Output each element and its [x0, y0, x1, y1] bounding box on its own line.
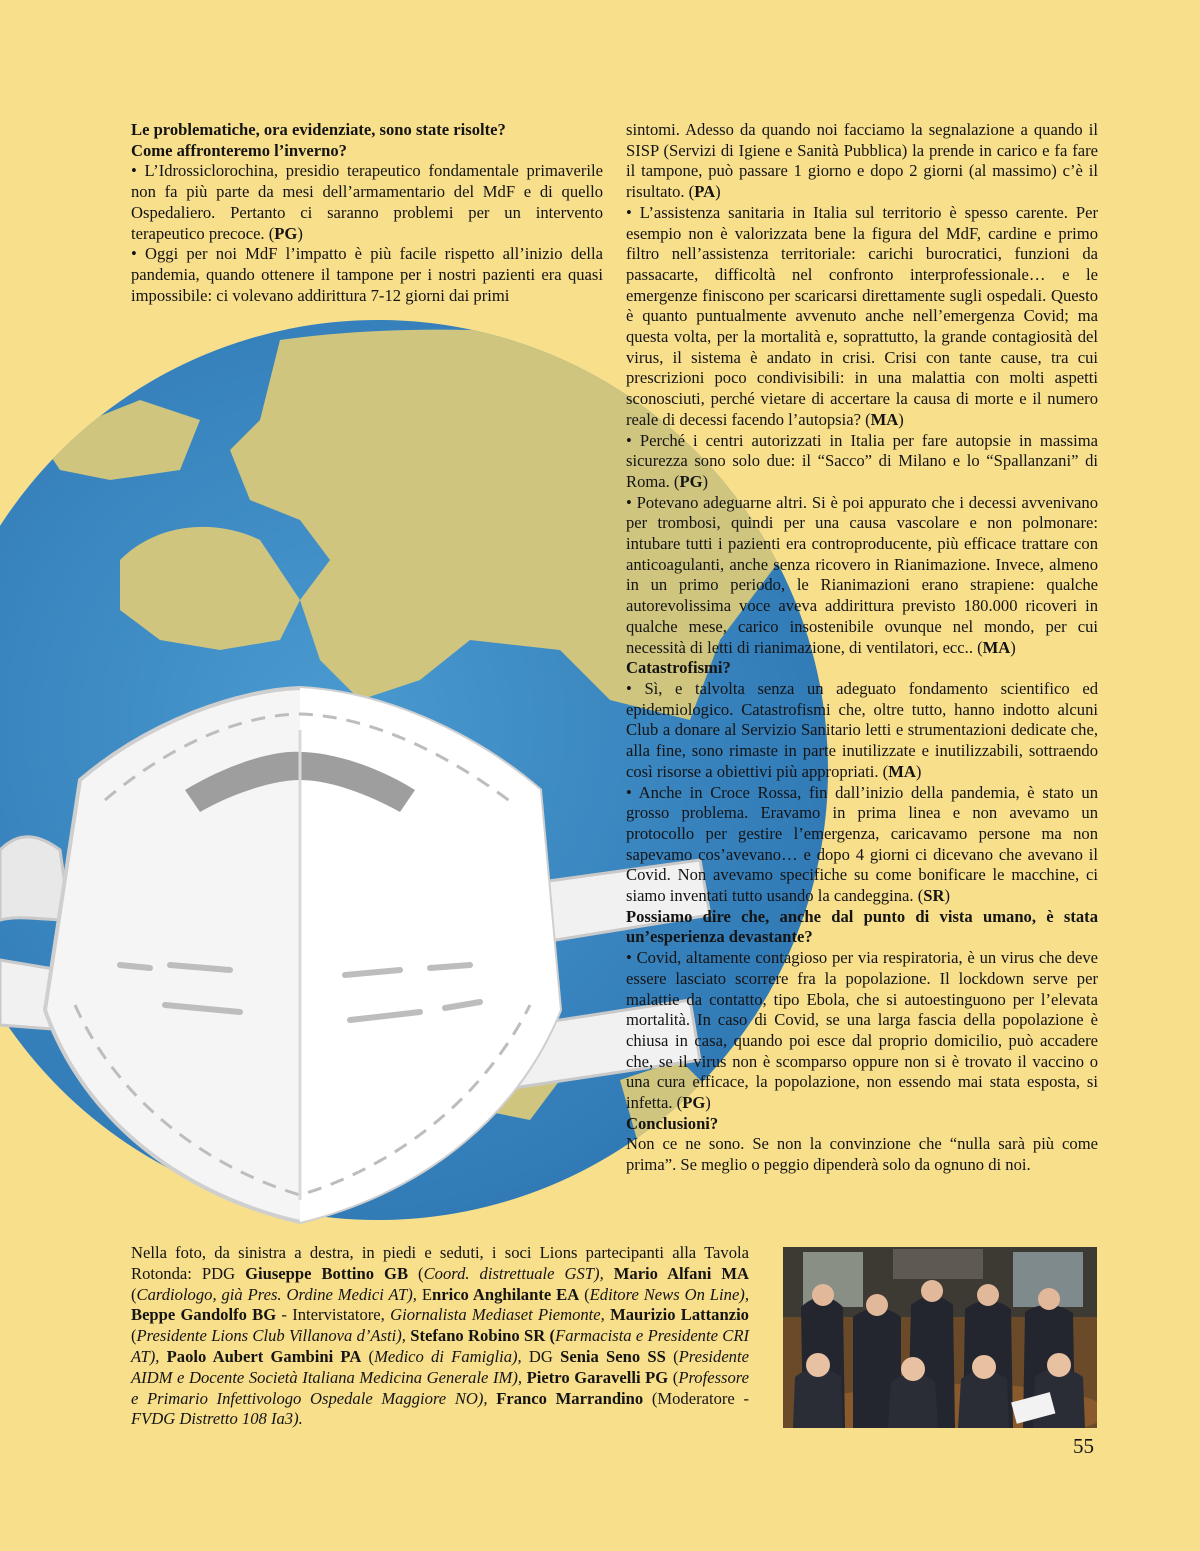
participant-role: Cardiologo, già Pres. Ordine Medici AT),	[136, 1284, 417, 1304]
closing-paren: )	[915, 761, 922, 781]
caption-text: (Moderatore -	[643, 1388, 749, 1408]
caption-text: (	[131, 1326, 137, 1346]
answer-text: • L’Idrossiclorochina, presidio terapeutico fondamentale primaverile non fa più parte da mesi dell’armamentario del MdF e di quello Ospedaliero. Pertanto ci saranno problemi per un intervento terapeutico precoce. (	[131, 161, 603, 243]
speaker-tag: PG	[274, 223, 298, 243]
answer-paragraph	[131, 161, 603, 244]
caption-text: (	[131, 1284, 137, 1304]
right-text-column	[626, 120, 1098, 1176]
speaker-tag: PG	[682, 1093, 706, 1113]
answer-paragraph	[626, 679, 1098, 783]
answer-paragraph	[626, 948, 1098, 1114]
participant-name: Maurizio Lattanzio	[610, 1305, 749, 1325]
answer-text: • Oggi per noi MdF l’impatto è più facile rispetto all’inizio della pandemia, quando ottenere il tampone per i nostri pazienti era quasi impossibile: ci volevano addirittura 7-12 giorni dai primi	[131, 244, 603, 305]
caption-text	[159, 1347, 166, 1366]
participant-name: Franco Marrandino	[496, 1388, 644, 1408]
participant-role: Editore News On Line),	[589, 1284, 749, 1304]
participant-name: Mario Alfani MA	[613, 1263, 749, 1283]
participant-role: Giornalista Mediaset Piemonte,	[390, 1305, 605, 1325]
question-heading: Possiamo dire che, anche dal punto di vista umano, è stata un’esperienza devastante?	[626, 906, 1098, 947]
caption-text: (	[408, 1263, 424, 1283]
speaker-tag: PG	[679, 471, 703, 491]
participant-name: Senia Seno SS	[560, 1346, 666, 1366]
answer-text: • Covid, altamente contagioso per via respiratoria, è un virus che deve essere lasciato scorrere fra la popolazione. Il lockdown serve per malattie da contatto, tipo Ebola, che si autoestinguono per l’elevata mortalità. In caso di Covid, se una larga fascia della popolazione è chiusa in casa, quando poi esce dal proprio domicilio, può accadere che, se il virus non è scomparso oppure non si è trovato il vaccino o una cura efficace, la popolazione, non essendo mai stata esposta, si infetta. (	[626, 948, 1098, 1113]
question-heading	[131, 120, 603, 161]
question-text: Come affronteremo l’inverno?	[131, 140, 347, 160]
caption-text: - Intervistatore,	[276, 1305, 391, 1325]
caption-text: (	[665, 1346, 679, 1366]
closing-paren: )	[297, 223, 303, 243]
speaker-tag: MA	[888, 761, 916, 781]
caption-text: (	[361, 1346, 375, 1366]
answer-paragraph	[626, 120, 1098, 203]
answer-paragraph	[131, 244, 603, 306]
answer-paragraph	[626, 493, 1098, 659]
caption-text: (	[579, 1284, 590, 1304]
closing-paren: )	[1010, 637, 1016, 657]
group-photo	[783, 1247, 1097, 1428]
speaker-tag: PA	[694, 182, 716, 202]
participant-name: Paolo Aubert Gambini PA	[166, 1346, 362, 1366]
participant-role: FVDG Distretto 108 Ia3).	[131, 1409, 303, 1429]
participant-name: Stefano Robino SR (	[410, 1326, 556, 1346]
participant-role: Presidente AIDM e Docente Società Italiana Medicina Generale IM),	[131, 1346, 749, 1387]
page-number: 55	[1073, 1434, 1094, 1458]
closing-paren: )	[715, 182, 721, 202]
closing-paren: )	[705, 1093, 711, 1113]
participant-role: Coord. distrettuale GST),	[423, 1263, 604, 1283]
speaker-tag: SR	[923, 886, 945, 906]
participant-role: Farmacista e Presidente CRI AT),	[131, 1326, 750, 1366]
participant-name: nrico Anghilante EA	[431, 1284, 580, 1304]
closing-paren: )	[944, 886, 950, 906]
answer-text: • Anche in Croce Rossa, fin dall’inizio della pandemia, è stato un grosso problema. Eravamo in prima linea e non avevamo un protocollo per gestire l’emergenza, caricavamo persone ma non sapevamo cos’avevano… e dopo 4 giorni ci dicevano che avevano il Covid. Non avevamo specifiche su come bonificare le macchine, ci siamo inventati tutto usando la candeggina. (	[626, 782, 1098, 906]
answer-text: • Sì, e talvolta senza un adeguato fondamento scientifico ed epidemiologico. Catastrofismi che, oltre tutto, hanno indotto alcuni Club a donare al Servizio Sanitario letti e strumentazioni dedicate che, alla fine, sono rimaste in parte inutilizzate e inutilizzabili, sottraendo così risorse a obiettivi più appropriati. (	[626, 678, 1098, 781]
answer-text: • Perché i centri autorizzati in Italia per fare autopsie in massima sicurezza sono solo due: il “Sacco” di Milano e lo “Spallanzani” di Roma. (	[626, 430, 1098, 491]
question-text: Le problematiche, ora evidenziate, sono state risolte?	[131, 120, 506, 139]
caption-text: DG	[521, 1346, 561, 1366]
speaker-tag: MA	[870, 409, 899, 429]
speaker-tag: MA	[982, 637, 1011, 657]
answer-text: sintomi. Adesso da quando noi facciamo la segnalazione a quando il SISP (Servizi di Igiene e Sanità Pubblica) la prende in carico e fa fare il tampone, può passare 1 giorno e dopo 2 giorni (al massimo) c’è il risultato. (	[626, 120, 1098, 202]
caption-text	[488, 1389, 497, 1408]
participant-role: Medico di Famiglia),	[374, 1346, 522, 1366]
answer-paragraph: Non ce ne sono. Se non la convinzione che “nulla sarà più come prima”. Se meglio o peggio dipenderà solo da ognuno di noi.	[626, 1134, 1098, 1175]
caption-text	[604, 1264, 614, 1283]
question-heading: Conclusioni?	[626, 1113, 719, 1133]
answer-paragraph	[626, 783, 1098, 907]
participant-name: Giuseppe Bottino GB	[245, 1263, 409, 1283]
participant-name: Pietro Garavelli PG	[526, 1367, 669, 1387]
participant-role: Professore e Primario Infettivologo Ospedale Maggiore NO),	[131, 1367, 749, 1408]
answer-text: • Potevano adeguarne altri. Si è poi appurato che i decessi avvenivano per trombosi, quindi per una causa vascolare e non polmonare: intubare tutti i pazienti era controproducente, più efficace trattare con anticoagulanti, anche senza ricovero in Rianimazione. Invece, almeno in un primo periodo, le Rianimazioni erano strapiene: qualche autorevolissima voce aveva addirittura previsto 180.000 ricoveri in qualche mese, carico insostenibile ovunque nel mondo, per cui necessità di letti di rianimazione, di ventilatori, ecc.. (	[626, 492, 1098, 657]
answer-text: • L’assistenza sanitaria in Italia sul territorio è spesso carente. Per esempio non è valorizzata bene la figura del MdF, cardine e primo filtro nell’assistenza territoriale: carichi burocratici, funzioni da passacarte, difficoltà nel confronto interprofessionale… e le emergenze finiscono per scaricarsi direttamente sugli ospedali. Questo è quanto puntualmente avvenuto anche nell’emergenza Covid; ma questa volta, per la mortalità e, soprattutto, la grande contagiosità del virus, il sistema è andato in crisi. Crisi con tante cause, tra cui prescrizioni poco condivisibili: in una malattia con molti aspetti sconosciuti, perché vietare di accertare la causa di morte e il numero reale di decessi facendo l’autopsia? (	[626, 202, 1098, 429]
participant-name: Beppe Gandolfo BG	[131, 1305, 277, 1325]
caption-text: E	[416, 1284, 432, 1304]
caption-text: (	[668, 1367, 679, 1387]
caption-text: Nella foto, da sinistra a destra, in piedi e seduti, i soci Lions partecipanti alla Tavola Rotonda: PDG	[131, 1243, 749, 1283]
closing-paren: )	[702, 471, 709, 491]
answer-paragraph	[626, 431, 1098, 493]
closing-paren: )	[898, 409, 904, 429]
left-text-column	[131, 120, 603, 306]
participant-role: Presidente Lions Club Villanova d’Asti),	[136, 1326, 406, 1346]
photo-caption	[131, 1243, 749, 1430]
question-heading: Catastrofismi?	[626, 658, 731, 678]
answer-paragraph	[626, 203, 1098, 431]
